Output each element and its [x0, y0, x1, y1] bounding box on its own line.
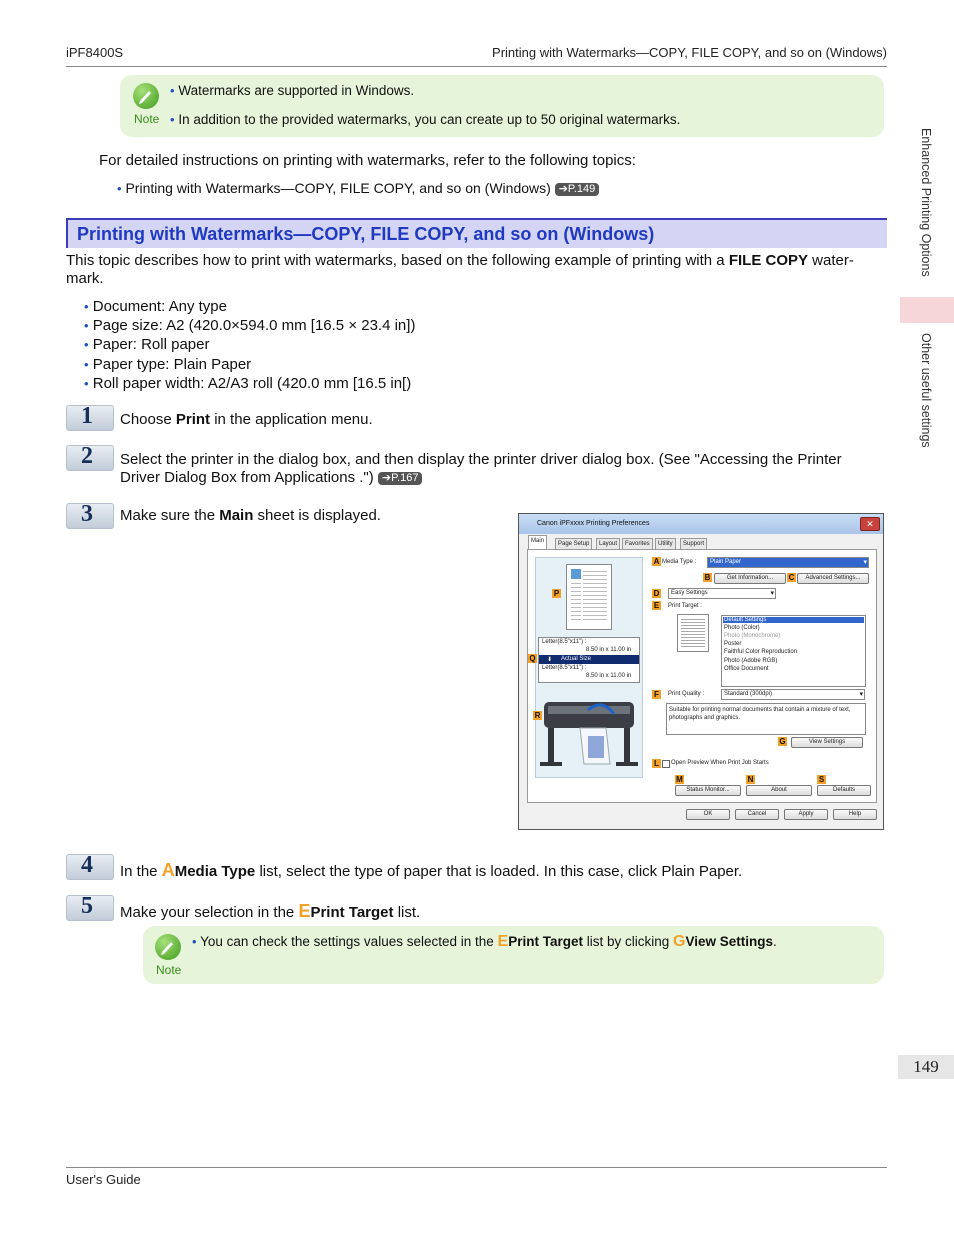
step-text [120, 411, 373, 428]
note-text-part: You can check the settings values selected in the [200, 934, 498, 949]
marker-s: S [818, 775, 825, 784]
side-label-enhanced: Enhanced Printing Options [919, 128, 933, 277]
marker-d: D [653, 589, 660, 598]
bullet-icon: • [117, 181, 122, 196]
note-item [170, 112, 680, 127]
list-item[interactable]: Faithful Color Reproduction [724, 649, 798, 655]
step-text-part: list, select the type of paper that is loaded. In this case, click Plain Paper. [255, 863, 743, 880]
marker-e: E [653, 601, 660, 610]
easy-settings-select[interactable]: Easy Settings ▾ [668, 588, 776, 599]
step-bold: Print [175, 411, 211, 428]
arrow-down-icon: ⬇ [547, 657, 553, 663]
close-icon[interactable]: ✕ [860, 517, 880, 531]
step-text-part: in the application menu. [210, 411, 373, 428]
section-title: Printing with Watermarks—COPY, FILE COPY, and so on (Windows) [77, 224, 655, 244]
about-button[interactable]: About [746, 785, 812, 796]
bullet-icon: • [170, 83, 175, 98]
marker-label: G [673, 933, 686, 950]
intro-link-text[interactable]: Printing with Watermarks—COPY, FILE COPY, and so on (Windows) [125, 180, 551, 196]
note-item [192, 933, 777, 951]
step-text [120, 901, 420, 922]
advanced-settings-button[interactable]: Advanced Settings... [797, 573, 869, 584]
dialog-titlebar [519, 514, 883, 534]
step-text-part: Choose [120, 411, 176, 428]
paper-size-label: Letter(8.5"x11") : [542, 639, 587, 645]
marker-m: M [676, 775, 683, 784]
header-rule [66, 66, 887, 67]
defaults-button[interactable]: Defaults [817, 785, 871, 796]
step-text-part: sheet is displayed. [253, 507, 381, 524]
marker-label: E [497, 933, 509, 950]
step-bold: Main [219, 507, 254, 524]
desc-text: This topic describes how to print with watermarks, based on the following example of printing with a [66, 252, 729, 269]
step-badge [66, 445, 114, 471]
marker-p: P [553, 589, 560, 598]
marker-label: A [161, 860, 175, 880]
step-text-part: Make your selection in the [120, 904, 299, 921]
desc-bold: FILE COPY [728, 252, 809, 269]
step-badge [66, 895, 114, 921]
description-text: Suitable for printing normal documents that contain a mixture of text, photographs and graphics. [669, 707, 851, 721]
step-number: 1 [81, 403, 93, 429]
list-item[interactable]: Poster [724, 641, 742, 647]
actual-size-label: Actual Size [561, 656, 592, 662]
marker-n: N [747, 775, 754, 784]
print-quality-select[interactable]: Standard (300dpi) ▾ [721, 689, 865, 700]
step-text-cont [120, 469, 422, 486]
step-text: Select the printer in the dialog box, and then display the printer driver dialog box. (See "Accessing the Printer [120, 451, 842, 468]
dialog-title: Canon iPFxxxx Printing Preferences [537, 520, 650, 527]
size-box [538, 637, 640, 683]
marker-l: L [652, 759, 661, 768]
tab-layout[interactable]: Layout [596, 538, 620, 549]
bullet-icon: • [84, 376, 89, 391]
step-badge [66, 854, 114, 880]
marker-r: R [534, 711, 541, 720]
list-item-text: Paper type: Plain Paper [92, 356, 252, 373]
open-preview-label: Open Preview When Print Job Starts [671, 760, 769, 766]
list-item-text: Paper: Roll paper [92, 336, 210, 353]
bullet-icon: • [84, 357, 89, 372]
main-tab-panel [527, 549, 877, 803]
step-badge [66, 503, 114, 529]
list-item-text: Roll paper width: A2/A3 roll (420.0 mm [16.5 in[) [92, 375, 412, 392]
intro-text: For detailed instructions on printing with watermarks, refer to the following topics: [99, 152, 636, 169]
marker-c: C [788, 573, 795, 582]
marker-label: E [298, 901, 311, 921]
output-size-value: 8.50 in x 11.00 in [586, 673, 632, 679]
marker-q: Q [529, 654, 536, 663]
list-item[interactable]: Photo (Adobe RGB) [724, 658, 778, 664]
note-label: Note [156, 963, 182, 977]
step-badge [66, 405, 114, 431]
print-quality-label: Print Quality : [668, 691, 705, 697]
list-item [84, 375, 411, 392]
description-box [666, 703, 866, 735]
step-text-part: list. [393, 904, 421, 921]
step-bold: Print Target [310, 904, 394, 921]
page-ref-badge[interactable]: ➔P.149 [555, 183, 600, 196]
model-name: iPF8400S [66, 45, 124, 60]
step-text [120, 507, 381, 524]
list-item[interactable]: Office Document [724, 666, 769, 672]
tab-page-setup[interactable]: Page Setup [555, 538, 592, 549]
list-item [84, 317, 415, 334]
step-text-part: Make sure the [120, 507, 220, 524]
print-target-list[interactable] [721, 615, 866, 687]
note-pencil-icon [133, 83, 159, 109]
printing-preferences-dialog [518, 513, 884, 830]
section-heading [66, 218, 887, 248]
step-bold: Media Type [174, 863, 256, 880]
section-description-cont: mark. [66, 270, 104, 287]
tab-support[interactable]: Support [680, 538, 707, 549]
page-ref-badge[interactable]: ➔P.167 [378, 472, 423, 485]
note-item-text: Watermarks are supported in Windows. [178, 83, 415, 98]
side-tab-highlight [900, 297, 954, 323]
help-button[interactable]: Help [833, 809, 877, 820]
paper-size-value: 8.50 in x 11.00 in [586, 647, 632, 653]
side-label-other: Other useful settings [919, 333, 933, 448]
step-text-part: In the [120, 863, 162, 880]
section-description [66, 252, 854, 269]
step-number: 4 [81, 852, 93, 878]
marker-a: A [653, 557, 660, 566]
actual-size-row[interactable] [539, 655, 639, 664]
view-settings-button[interactable]: View Settings [791, 737, 863, 748]
media-type-select[interactable]: Plain Paper ▾ [707, 557, 869, 568]
step-number: 5 [81, 893, 93, 919]
list-item[interactable]: Default Settings [723, 617, 864, 623]
print-target-label: Print Target : [668, 603, 702, 609]
ok-button[interactable]: OK [686, 809, 730, 820]
list-item-text: Document: Any type [92, 298, 227, 315]
step-number: 3 [81, 501, 93, 527]
media-type-label: Media Type : [662, 559, 697, 565]
step-number: 2 [81, 443, 93, 469]
page-number: 149 [898, 1055, 954, 1079]
bullet-icon: • [84, 318, 89, 333]
open-preview-checkbox[interactable] [662, 760, 670, 768]
marker-b: B [704, 573, 711, 582]
list-item [84, 336, 209, 353]
bullet-icon: • [192, 934, 197, 949]
note-text-part: . [772, 934, 777, 949]
note-label: Note [134, 112, 160, 126]
bullet-icon: • [84, 337, 89, 352]
list-item [84, 298, 227, 315]
footer-rule [66, 1167, 887, 1168]
page-preview-icon [566, 564, 612, 630]
list-item-text: Page size: A2 (420.0×594.0 mm [16.5 × 23.4 in]) [92, 317, 416, 334]
list-item [84, 356, 251, 373]
chapter-title: Printing with Watermarks—COPY, FILE COPY, and so on (Windows) [492, 45, 887, 60]
note-pencil-icon [155, 934, 181, 960]
status-monitor-button[interactable]: Status Monitor... [675, 785, 741, 796]
tab-utility[interactable]: Utility [655, 538, 676, 549]
desc-text: water- [808, 252, 854, 269]
printer-illustration [540, 692, 638, 772]
get-information-button[interactable]: Get Information... [714, 573, 786, 584]
tab-main[interactable]: Main [528, 535, 547, 550]
bullet-icon: • [170, 112, 175, 127]
note-bold: View Settings [685, 934, 773, 949]
step-text [120, 860, 742, 881]
apply-button[interactable]: Apply [784, 809, 828, 820]
note-item-text: In addition to the provided watermarks, you can create up to 50 original watermarks. [178, 112, 681, 127]
footer-text: User's Guide [66, 1172, 141, 1187]
output-size-label: Letter(8.5"x11") : [542, 665, 587, 671]
tab-favorites[interactable]: Favorites [622, 538, 653, 549]
marker-g: G [779, 737, 786, 746]
cancel-button[interactable]: Cancel [735, 809, 779, 820]
target-preview-icon [677, 614, 709, 652]
step-text-part: Driver Dialog Box from Applications .") [120, 469, 374, 486]
bullet-icon: • [84, 299, 89, 314]
note-bold: Print Target [508, 934, 583, 949]
intro-link[interactable] [117, 180, 599, 196]
list-item[interactable]: Photo (Color) [724, 625, 760, 631]
note-item [170, 83, 414, 98]
marker-f: F [652, 690, 661, 699]
list-item[interactable]: Photo (Monochrome) [724, 633, 781, 639]
note-text-part: list by clicking [582, 934, 673, 949]
